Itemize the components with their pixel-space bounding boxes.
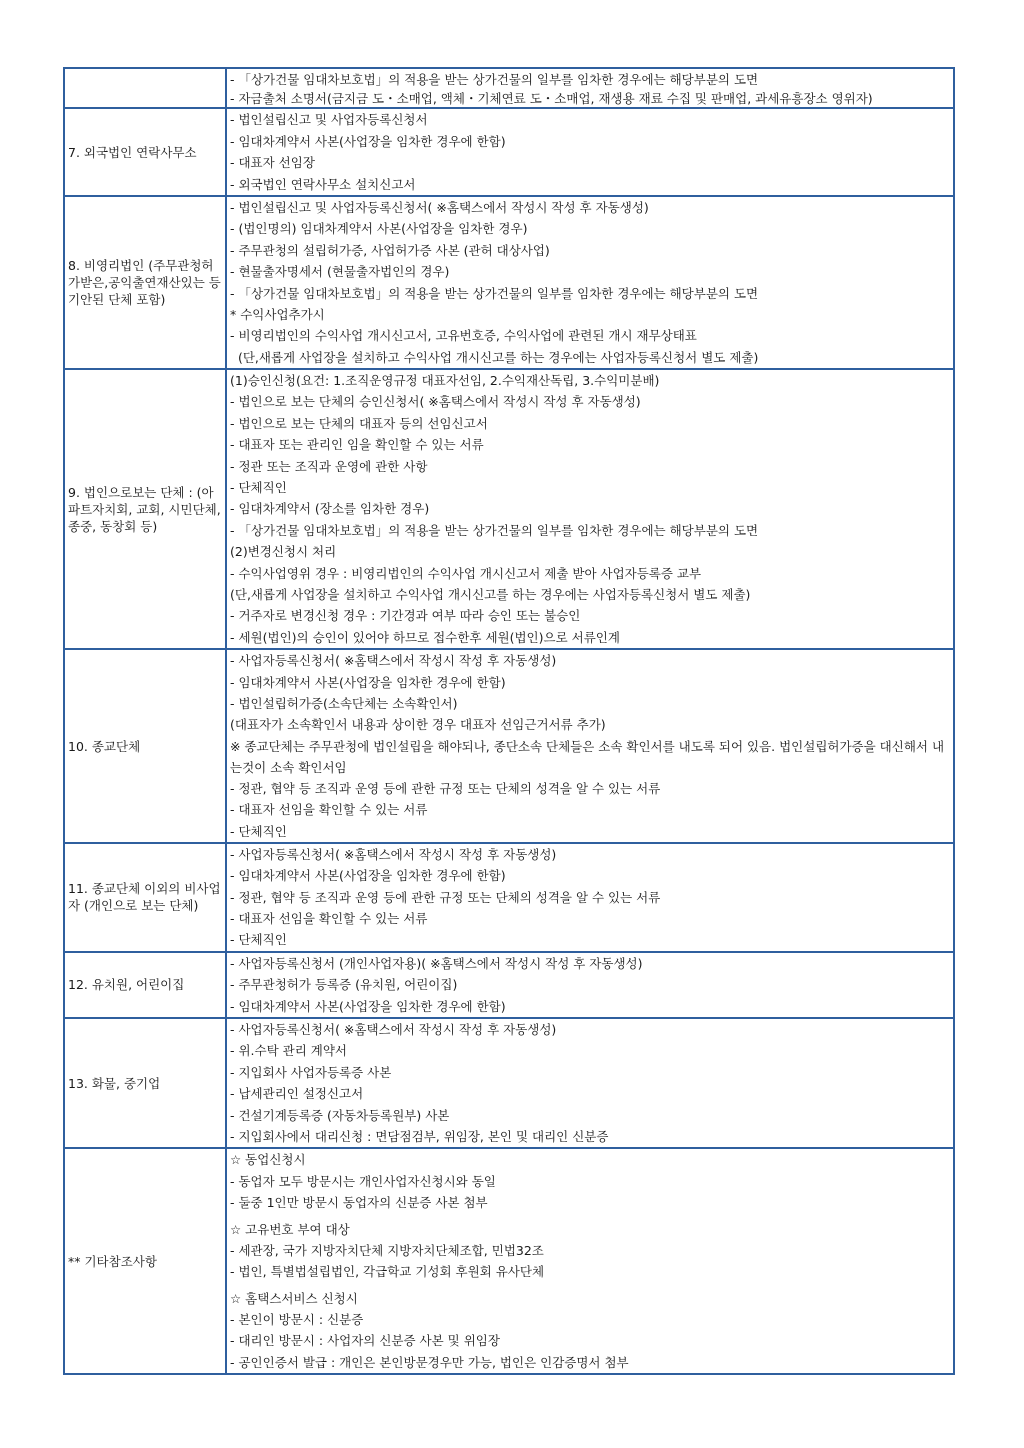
list-item: - 임대차계약서 사본(사업장을 임차한 경우에 한함) bbox=[230, 674, 506, 690]
list-item: - 대표자 또는 관리인 임을 확인할 수 있는 서류 bbox=[230, 437, 484, 453]
list-item: - 사업자등록신청서( ※홈택스에서 작성시 작성 후 자동생성) bbox=[230, 653, 557, 669]
list-item: - (법인명의) 임대차계약서 사본(사업장을 임차한 경우) bbox=[230, 221, 528, 237]
list-item: - 법인설립신고 및 사업자등록신청서( ※홈택스에서 작성시 작성 후 자동생성) bbox=[230, 199, 649, 215]
list-item: - 공인인증서 발급 : 개인은 본인방문경우만 가능, 법인은 인감증명서 첨부 bbox=[230, 1354, 629, 1370]
list-item: - 납세관리인 설정신고서 bbox=[230, 1086, 364, 1102]
table-row bbox=[64, 196, 954, 369]
list-item: - 세원(법인)의 승인이 있어야 하므로 접수한후 세원(법인)으로 서류인계 bbox=[230, 629, 620, 645]
category-cell: 10. 종교단체 bbox=[64, 649, 226, 843]
table-row bbox=[64, 1018, 954, 1148]
category-cell: 13. 화물, 중기업 bbox=[64, 1018, 226, 1148]
list-item: - 본인이 방문시 : 신분증 bbox=[230, 1312, 364, 1328]
table-row bbox=[64, 1148, 954, 1374]
list-item: - 정관 또는 조직과 운영에 관한 사항 bbox=[230, 458, 428, 474]
list-item: (2)변경신청시 처리 bbox=[230, 544, 337, 560]
list-item: - 비영리법인의 수익사업 개시신고서, 고유번호증, 수익사업에 관련된 개시 재무상태표 bbox=[230, 328, 697, 344]
list-item: - 둘중 1인만 방문시 동업자의 신분증 사본 첨부 bbox=[230, 1195, 488, 1211]
list-item: - 대표자 선임장 bbox=[230, 155, 315, 171]
table-row bbox=[64, 649, 954, 843]
table-row bbox=[64, 108, 954, 196]
items-cell bbox=[226, 952, 954, 1018]
group-heading: ☆ 고유번호 부여 대상 bbox=[230, 1221, 350, 1237]
requirements-table bbox=[63, 67, 955, 1375]
category-cell: 7. 외국법인 연락사무소 bbox=[64, 108, 226, 196]
list-item: - 자금출처 소명서(금지금 도・소매업, 액체・기체연료 도・소매업, 재생용 재료 수집 및 판매업, 과세유흥장소 영위자) bbox=[230, 91, 873, 107]
list-item: - 대표자 선임을 확인할 수 있는 서류 bbox=[230, 911, 428, 927]
table-row bbox=[64, 369, 954, 649]
items-cell bbox=[226, 843, 954, 952]
list-item: - 사업자등록신청서( ※홈택스에서 작성시 작성 후 자동생성) bbox=[230, 1022, 557, 1038]
list-item: - 법인, 특별법설립법인, 각급학교 기성회 후원회 유사단체 bbox=[230, 1264, 545, 1280]
list-item: - 법인으로 보는 단체의 승인신청서( ※홈택스에서 작성시 작성 후 자동생성) bbox=[230, 394, 641, 410]
list-item: - 현물출자명세서 (현물출자법인의 경우) bbox=[230, 264, 450, 280]
list-item: - 지입회사에서 대리신청 : 면담점검부, 위임장, 본인 및 대리인 신분증 bbox=[230, 1128, 609, 1144]
list-item: - 「상가건물 임대차보호법」의 적용을 받는 상가건물의 일부를 임차한 경우에는 해당부분의 도면 bbox=[230, 72, 759, 87]
list-item: - 외국법인 연락사무소 설치신고서 bbox=[230, 176, 416, 192]
list-item: (단,새롭게 사업장을 설치하고 수익사업 개시신고를 하는 경우에는 사업자등록신청서 별도 제출) bbox=[230, 349, 759, 365]
list-item: (1)승인신청(요건: 1.조직운영규정 대표자선임, 2.수익재산독립, 3.수익미분배) bbox=[230, 373, 660, 389]
list-item: - 주무관청허가 등록증 (유치원, 어린이집) bbox=[230, 977, 458, 993]
list-item: - 단체직인 bbox=[230, 480, 287, 496]
list-item: (단,새롭게 사업장을 설치하고 수익사업 개시신고를 하는 경우에는 사업자등록신청서 별도 제출) bbox=[230, 586, 751, 602]
list-item: - 지입회사 사업자등록증 사본 bbox=[230, 1064, 392, 1080]
group-heading: ☆ 동업신청시 bbox=[230, 1152, 306, 1168]
list-item: - 동업자 모두 방문시는 개인사업자신청시와 동일 bbox=[230, 1173, 496, 1189]
list-item: - 임대차계약서 사본(사업장을 임차한 경우에 한함) bbox=[230, 998, 506, 1014]
list-item: - 수익사업영위 경우 : 비영리법인의 수익사업 개시신고서 제출 받아 사업자등록증 교부 bbox=[230, 565, 702, 581]
list-item: - 임대차계약서 사본(사업장을 임차한 경우에 한함) bbox=[230, 868, 506, 884]
category-cell: 9. 법인으로보는 단체 : (아파트자치회, 교회, 시민단체, 종중, 동창회 등) bbox=[64, 369, 226, 649]
table-row bbox=[64, 843, 954, 952]
list-item: * 수익사업추가시 bbox=[230, 306, 325, 322]
category-cell: 12. 유치원, 어린이집 bbox=[64, 952, 226, 1018]
group-heading: ☆ 홈택스서비스 신청시 bbox=[230, 1290, 358, 1306]
list-item: - 「상가건물 임대차보호법」의 적용을 받는 상가건물의 일부를 임차한 경우에는 해당부분의 도면 bbox=[230, 522, 759, 538]
list-item: - 위.수탁 관리 계약서 bbox=[230, 1043, 348, 1059]
list-item: - 사업자등록신청서( ※홈택스에서 작성시 작성 후 자동생성) bbox=[230, 846, 557, 862]
list-item: - 단체직인 bbox=[230, 932, 287, 948]
list-item: (대표자가 소속확인서 내용과 상이한 경우 대표자 선임근거서류 추가) bbox=[230, 717, 606, 733]
list-item: - 법인설립신고 및 사업자등록신청서 bbox=[230, 112, 428, 128]
items-cell bbox=[226, 1148, 954, 1374]
list-item: - 대리인 방문시 : 사업자의 신분증 사본 및 위임장 bbox=[230, 1333, 500, 1349]
list-item: - 대표자 선임을 확인할 수 있는 서류 bbox=[230, 802, 428, 818]
list-item: - 임대차계약서 사본(사업장을 임차한 경우에 한함) bbox=[230, 133, 506, 149]
list-item: - 단체직인 bbox=[230, 823, 287, 839]
list-item: - 주무관청의 설립허가증, 사업허가증 사본 (관허 대상사업) bbox=[230, 242, 550, 258]
list-item: - 법인설립허가증(소속단체는 소속확인서) bbox=[230, 695, 458, 711]
list-item: - 정관, 협약 등 조직과 운영 등에 관한 규정 또는 단체의 성격을 알 수 있는 서류 bbox=[230, 780, 661, 796]
list-item: - 임대차계약서 (장소를 임차한 경우) bbox=[230, 501, 430, 517]
category-cell: 11. 종교단체 이외의 비사업자 (개인으로 보는 단체) bbox=[64, 843, 226, 952]
category-cell: 8. 비영리법인 (주무관청허가받은,공익출연재산있는 등기안된 단체 포함) bbox=[64, 196, 226, 369]
list-item: - 정관, 협약 등 조직과 운영 등에 관한 규정 또는 단체의 성격을 알 수 있는 서류 bbox=[230, 889, 661, 905]
items-cell bbox=[226, 649, 954, 843]
items-cell bbox=[226, 68, 954, 108]
list-item: - 법인으로 보는 단체의 대표자 등의 선임신고서 bbox=[230, 415, 488, 431]
list-item: - 「상가건물 임대차보호법」의 적용을 받는 상가건물의 일부를 임차한 경우에는 해당부분의 도면 bbox=[230, 285, 759, 301]
items-cell bbox=[226, 108, 954, 196]
items-cell bbox=[226, 369, 954, 649]
list-item: - 거주자로 변경신청 경우 : 기간경과 여부 따라 승인 또는 불승인 bbox=[230, 608, 581, 624]
category-cell bbox=[64, 68, 226, 108]
list-item: - 사업자등록신청서 (개인사업자용)( ※홈택스에서 작성시 작성 후 자동생성) bbox=[230, 955, 643, 971]
items-cell bbox=[226, 196, 954, 369]
category-cell: ** 기타참조사항 bbox=[64, 1148, 226, 1374]
list-item: ※ 종교단체는 주무관청에 법인설립을 해야되나, 종단소속 단체들은 소속 확인서를 내도록 되어 있음. 법인설립허가증을 대신해서 내는것이 소속 확인서임 bbox=[230, 738, 945, 775]
list-item: - 세관장, 국가 지방자치단체 지방자치단체조합, 민법32조 bbox=[230, 1242, 544, 1258]
list-item: - 건설기계등록증 (자동차등록원부) 사본 bbox=[230, 1107, 450, 1123]
table-row bbox=[64, 68, 954, 108]
table-row bbox=[64, 952, 954, 1018]
items-cell bbox=[226, 1018, 954, 1148]
